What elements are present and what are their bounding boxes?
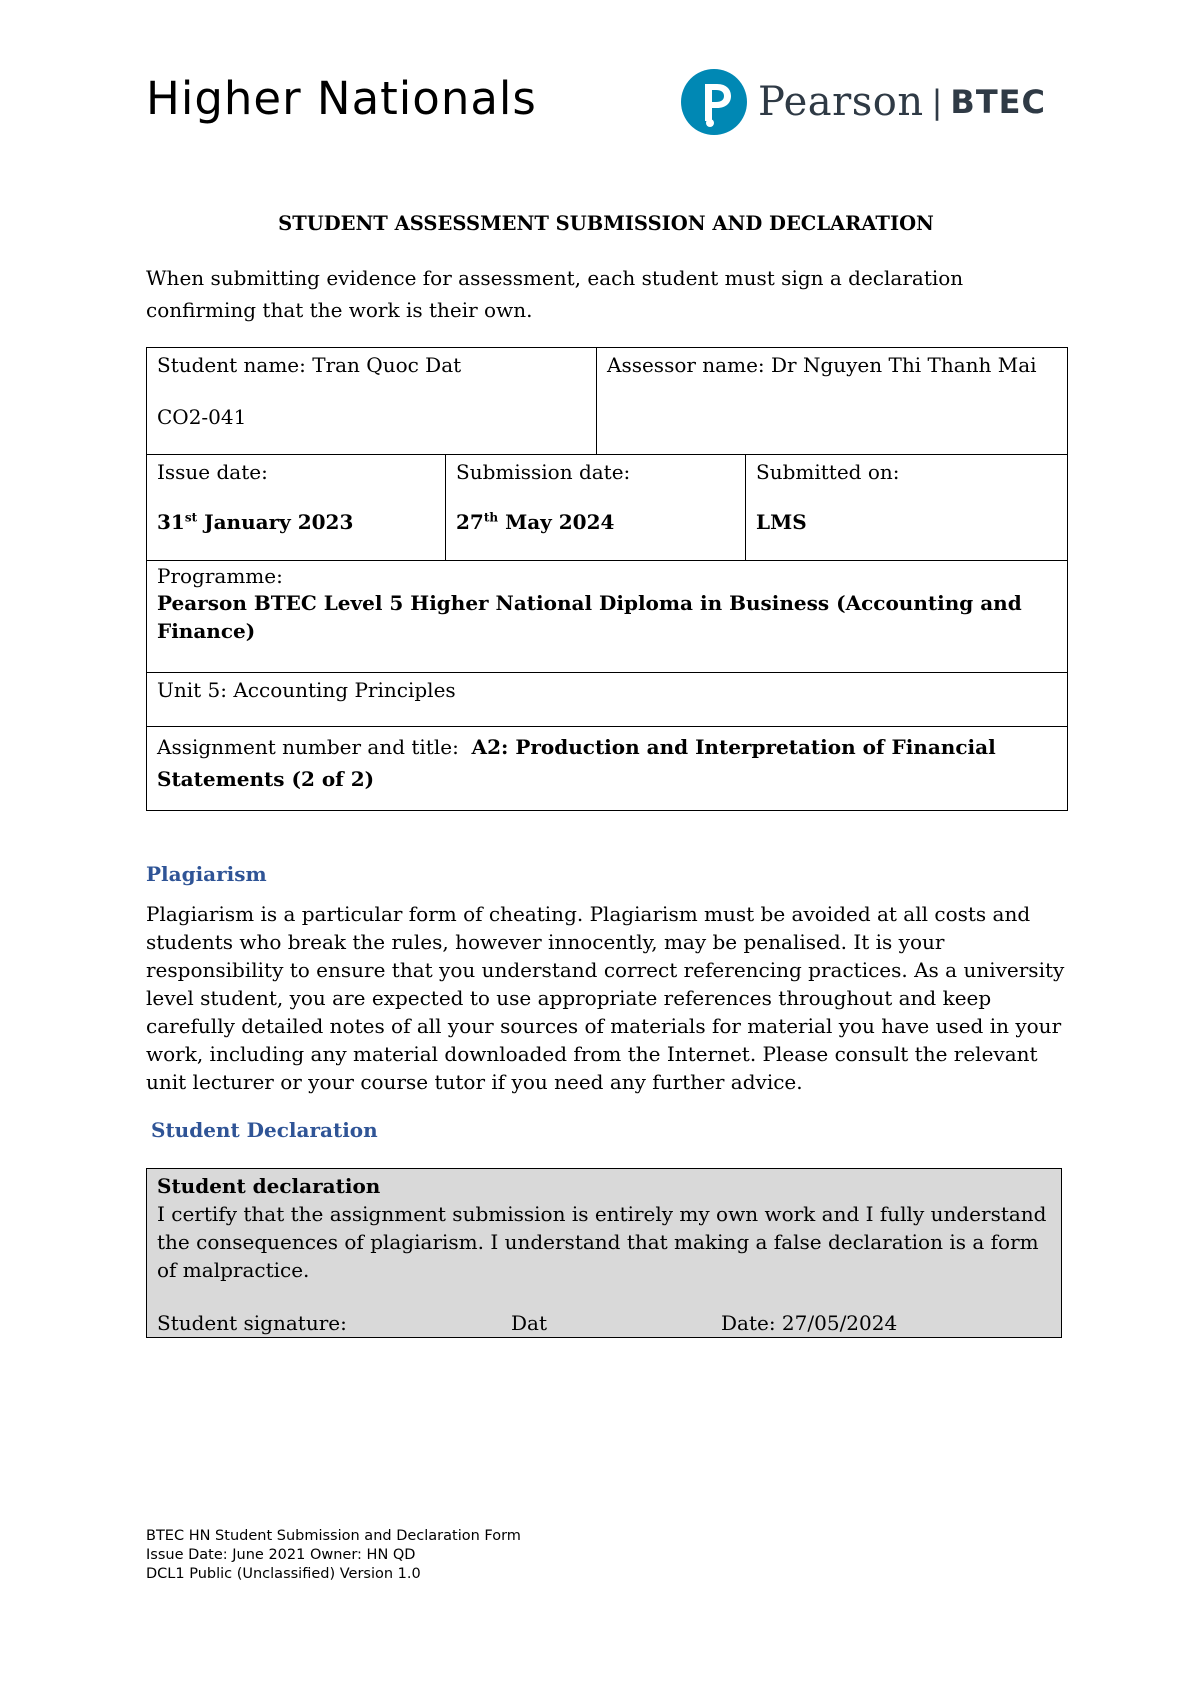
declaration-heading: Student Declaration — [151, 1118, 378, 1142]
assignment-label: Assignment number and title: — [157, 735, 459, 759]
footer-line-3: DCL1 Public (Unclassified) Version 1.0 — [146, 1566, 421, 1582]
table-row-dates — [147, 454, 1067, 560]
issue-date-value — [157, 509, 435, 535]
table-row-unit — [147, 672, 1067, 726]
issue-month-year: January 2023 — [197, 510, 354, 534]
footer-line-1: BTEC HN Student Submission and Declaration Form — [146, 1528, 521, 1544]
plagiarism-heading: Plagiarism — [146, 862, 267, 886]
declaration-box-title: Student declaration — [157, 1174, 381, 1198]
logo-text: Pearson — [758, 79, 924, 125]
submission-day: 27 — [456, 510, 484, 534]
declaration-date: Date: 27/05/2024 — [721, 1311, 898, 1335]
programme-cell — [147, 561, 1067, 672]
document-title: STUDENT ASSESSMENT SUBMISSION AND DECLARATION — [278, 212, 934, 235]
issue-day: 31 — [157, 510, 185, 534]
brand-title: Higher Nationals — [146, 72, 537, 125]
page-footer — [146, 1527, 521, 1584]
assessor-cell — [596, 348, 1067, 454]
programme-label: Programme: — [157, 564, 283, 588]
table-row-programme — [147, 560, 1067, 672]
signature-value: Dat — [511, 1311, 547, 1335]
submitted-on-label: Submitted on: — [756, 460, 900, 484]
submission-date-cell — [445, 455, 745, 560]
pearson-btec-logo — [680, 62, 1046, 142]
unit-cell — [147, 673, 1067, 726]
submission-date-label: Submission date: — [456, 460, 631, 484]
intro-text: When submitting evidence for assessment, each student must sign a declaration confirming that the work is their own. — [146, 266, 964, 322]
programme-value: Pearson BTEC Level 5 Higher National Diploma in Business (Accounting and Finance) — [157, 591, 1022, 643]
footer-line-2: Issue Date: June 2021 Owner: HN QD — [146, 1547, 416, 1563]
submitted-on-value: LMS — [756, 510, 807, 534]
issue-date-label: Issue date: — [157, 460, 268, 484]
table-row-assignment — [147, 726, 1067, 810]
submission-date-value — [456, 509, 735, 535]
pearson-logo-icon — [680, 65, 748, 139]
logo-separator: | — [931, 83, 943, 121]
submission-day-suffix: th — [483, 510, 499, 525]
signature-row — [157, 1309, 1057, 1337]
assignment-cell — [147, 727, 1067, 810]
declaration-box-text: I certify that the assignment submission is entirely my own work and I fully understand the consequences of plagiarism. I understand that making a false declaration is a form of malpractice. — [157, 1202, 1047, 1282]
signature-label: Student signature: — [157, 1311, 347, 1335]
submission-info-table — [146, 347, 1068, 811]
student-name: Student name: Tran Quoc Dat — [157, 353, 462, 377]
logo-suffix: BTEC — [950, 83, 1046, 121]
submission-month-year: May 2024 — [498, 510, 615, 534]
assignment-title: A2: Production and Interpretation of Financial Statements (2 of 2) — [157, 735, 996, 791]
plagiarism-text: Plagiarism is a particular form of cheating. Plagiarism must be avoided at all costs and students who break the rules, however innocently, may be penalised. It is your responsibility to ensure that you understand correct referencing practices. As a university level student, you are expected to use appropriate references throughout and keep carefully detailed notes of all your sources of materials for material you have used in your work, including any material downloaded from the Internet. Please consult the relevant unit lecturer or your course tutor if you need any further advice. — [146, 902, 1065, 1094]
page-header — [146, 62, 1046, 152]
student-cell — [147, 348, 596, 454]
unit-title: Unit 5: Accounting Principles — [157, 678, 456, 702]
assessor-name: Assessor name: Dr Nguyen Thi Thanh Mai — [607, 353, 1037, 377]
table-row-names — [147, 348, 1067, 454]
student-id: CO2-041 — [157, 405, 247, 429]
submitted-on-cell — [745, 455, 1067, 560]
issue-day-suffix: st — [184, 510, 198, 525]
issue-date-cell — [147, 455, 445, 560]
declaration-box — [146, 1168, 1062, 1338]
